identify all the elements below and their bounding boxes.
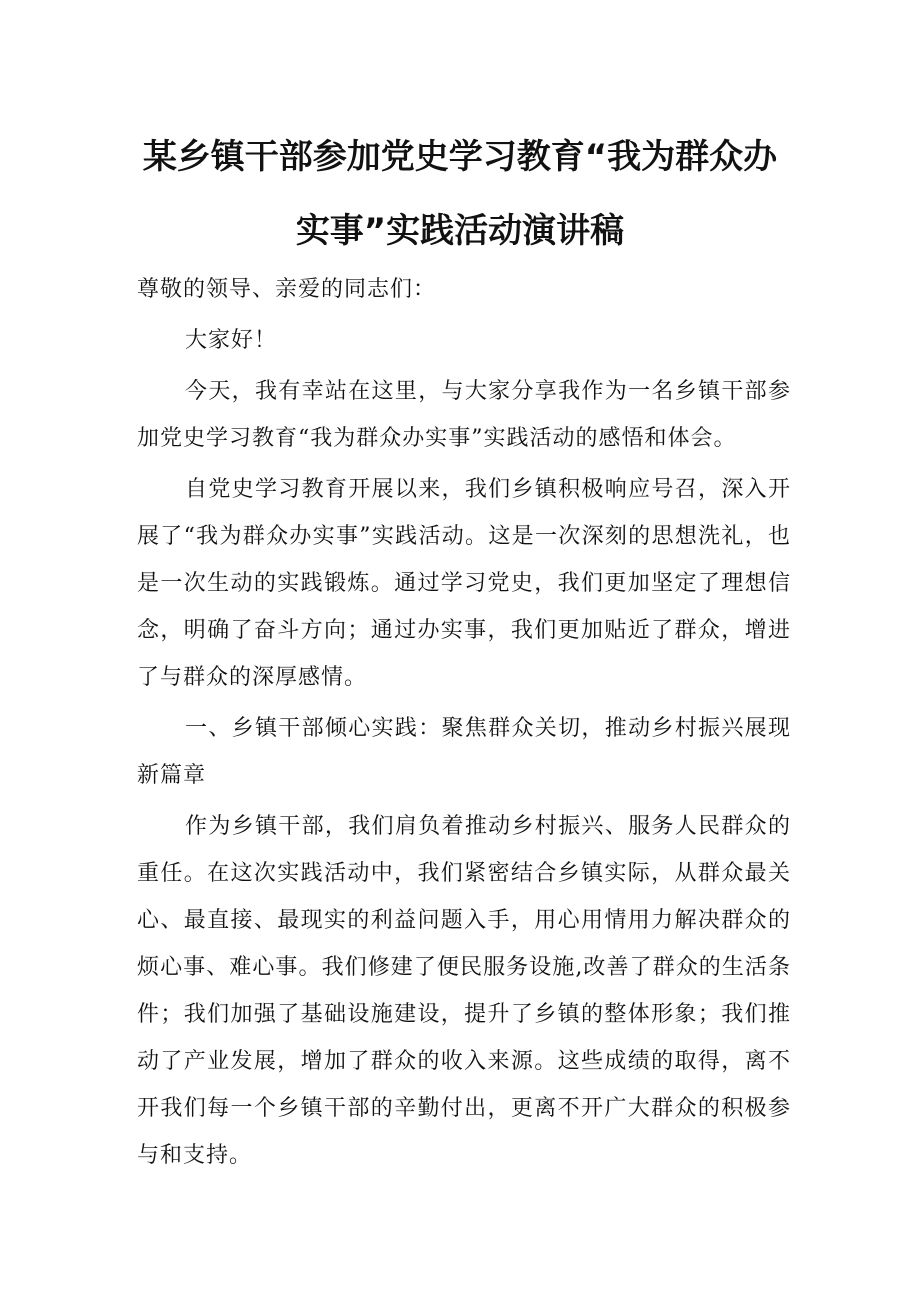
document-body [137,266,791,1183]
paragraph-section-1: 作为乡镇干部，我们肩负着推动乡村振兴、服务人民群众的重任。在这次实践活动中，我们紧密结合乡镇实际，从群众最关心、最直接、最现实的利益问题入手，用心用情用力解决群众的烦心事、难心事。我们修建了便民服务设施,改善了群众的生活条件；我们加强了基础设施建设，提升了乡镇的整体形象；我们推动了产业发展，增加了群众的收入来源。这些成绩的取得，离不开我们每一个乡镇干部的辛勤付出，更离不开广大群众的积极参与和支持。 [137,814,791,1168]
salutation: 尊敬的领导、亲爱的同志们： [137,277,437,302]
section-heading-1: 一、乡镇干部倾心实践：聚焦群众关切，推动乡村振兴展现新篇章 [137,716,791,788]
document-title-line-2: 实事”实践活动演讲稿 [295,211,625,251]
paragraph-background: 自党史学习教育开展以来，我们乡镇积极响应号召，深入开展了“我为群众办实事”实践活动。这是一次深刻的思想洗礼，也是一次生动的实践锻炼。通过学习党史，我们更加坚定了理想信念，明确了奋斗方向；通过办实事，我们更加贴近了群众，增进了与群众的深厚感情。 [137,477,791,690]
greeting: 大家好！ [185,328,278,353]
document-title-line-1: 某乡镇干部参加党史学习教育“我为群众办 [142,137,778,177]
paragraph-intro: 今天，我有幸站在这里，与大家分享我作为一名乡镇干部参加党史学习教育“我为群众办实事”实践活动的感悟和体会。 [137,379,791,451]
